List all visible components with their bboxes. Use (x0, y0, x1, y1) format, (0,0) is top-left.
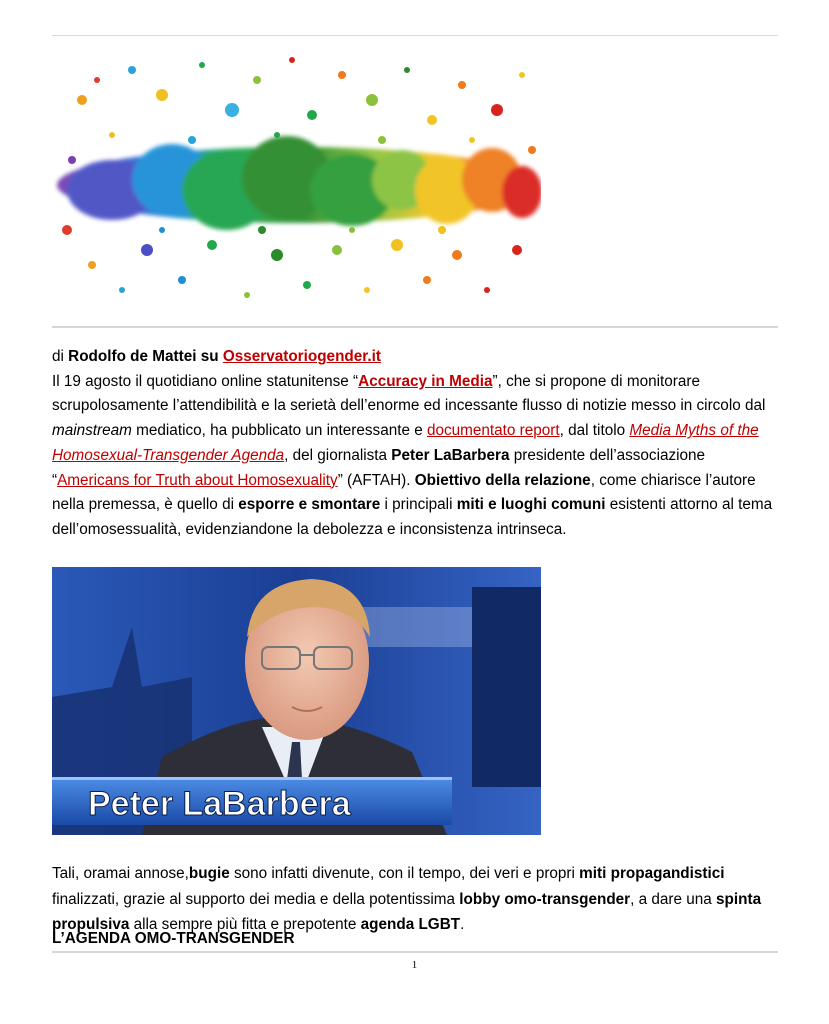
text: Tali, oramai annose, (52, 865, 189, 882)
bold-text: lobby omo-transgender (459, 890, 631, 908)
byline-on: su (196, 348, 223, 365)
banner-bottom-rule (52, 326, 778, 328)
text: ”, che si propone di monitorare scrupolosamente l’attendibilità e la serietà dell’enorme ed incessante flusso di notizie messo in circolo dal (52, 372, 766, 415)
text: . (460, 916, 465, 933)
text: , come chiarisce l’autore nella premessa, è quello di (52, 471, 756, 514)
source-link[interactable]: Osservatoriogender.it (222, 348, 381, 365)
photo-caption: Peter LaBarbera (88, 785, 351, 823)
page-number: 1 (411, 959, 418, 971)
emphasis-text: mainstream (52, 422, 132, 440)
text: finalizzati, grazie al supporto dei media e della potentissima (52, 890, 460, 908)
paragraph-2-block (52, 861, 782, 938)
bold-text: miti e luoghi comuni (456, 496, 606, 514)
text: sono infatti divenute, con il tempo, dei veri e propri (229, 865, 580, 882)
text: , del giornalista (284, 446, 392, 464)
section-heading: L’AGENDA OMO-TRANSGENDER (52, 930, 295, 947)
splash-graphic (52, 40, 541, 318)
paragraph-1 (52, 370, 782, 543)
aftah-link[interactable]: Americans for Truth about Homosexuality (57, 471, 338, 489)
accuracy-in-media-link[interactable]: Accuracy in Media (358, 372, 493, 390)
text: , dal titolo (559, 422, 630, 440)
text: Il 19 agosto il quotidiano online statunitense “ (52, 372, 359, 390)
text: i principali (380, 496, 457, 514)
text: ” (AFTAH). (337, 471, 415, 489)
bold-text: miti propagandistici (579, 865, 725, 882)
bold-text: Obiettivo della relazione (414, 471, 591, 489)
rainbow-splash-image (52, 40, 541, 318)
byline-prefix: di (52, 348, 69, 365)
text: alla sempre più fitta e prepotente (129, 916, 361, 933)
portrait-graphic (52, 567, 541, 835)
article-intro (52, 345, 782, 543)
bold-text: bugie (188, 865, 230, 882)
text: esistenti attorno al tema dell’omosessualità, evidenziandone la debolezza e inconsistenza intrinseca. (52, 496, 773, 538)
top-rule (52, 35, 778, 36)
byline (52, 345, 782, 370)
media-myths-link[interactable]: Media Myths of the Homosexual-Transgender Agenda (52, 422, 759, 464)
bold-text: esporre e smontare (238, 496, 381, 514)
text: mediatico, ha pubblicato un interessante e (131, 422, 427, 440)
paragraph-2 (52, 861, 782, 938)
text: , a dare una (630, 890, 717, 908)
peter-labarbera-photo (52, 567, 541, 835)
footer-rule (52, 951, 778, 953)
bold-text: spinta propulsiva (52, 890, 762, 933)
text: presidente dell’associazione “ (52, 446, 706, 489)
bold-text: agenda LGBT (360, 916, 461, 933)
report-link[interactable]: documentato report (426, 422, 560, 440)
byline-author: Rodolfo de Mattei (68, 348, 197, 365)
journalist-name: Peter LaBarbera (391, 446, 510, 464)
